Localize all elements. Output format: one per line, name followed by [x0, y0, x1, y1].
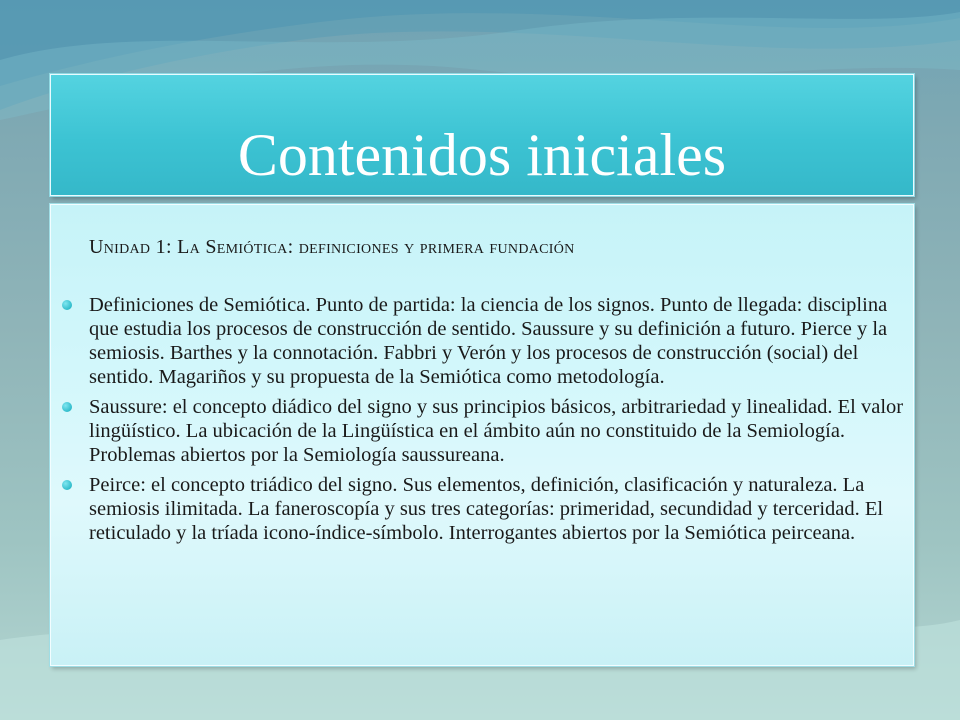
bullet-icon: [62, 402, 72, 412]
bullet-text: Saussure: el concepto diádico del signo y sus principios básicos, arbitrariedad y linealidad. El valor lingüístico. La ubicación de la Lingüística en el ámbito aún no constituido de la Semiología. Problemas abiertos por la Semiología saussureana.: [89, 396, 904, 466]
bullet-icon: [62, 300, 72, 310]
title-bar: [50, 74, 914, 196]
content-panel: [50, 204, 914, 666]
bullet-item: [51, 293, 913, 389]
bullet-item: [51, 395, 913, 467]
bullet-text: Definiciones de Semiótica. Punto de partida: la ciencia de los signos. Punto de llegada: disciplina que estudia los procesos de construcción de sentido. Saussure y su definición a futuro. Pierce y la semiosis. Barthes y la connotación. Fabbri y Verón y los procesos de construcción (social) del sentido. Magariños y su propuesta de la Semiótica como metodología.: [89, 294, 888, 388]
bullet-icon: [62, 480, 72, 490]
bullet-list: [51, 293, 913, 551]
slide-title: Contenidos iniciales: [237, 122, 727, 188]
bullet-item: [51, 473, 913, 545]
unit-heading: Unidad 1: La Semiótica: definiciones y primera fundación: [89, 236, 575, 258]
bullet-text: Peirce: el concepto triádico del signo. Sus elementos, definición, clasificación y naturaleza. La semiosis ilimitada. La faneroscopía y sus tres categorías: primeridad, secundidad y terceridad. El reticulado y la tríada icono-índice-símbolo. Interrogantes abiertos por la Semiótica peirceana.: [89, 474, 884, 544]
